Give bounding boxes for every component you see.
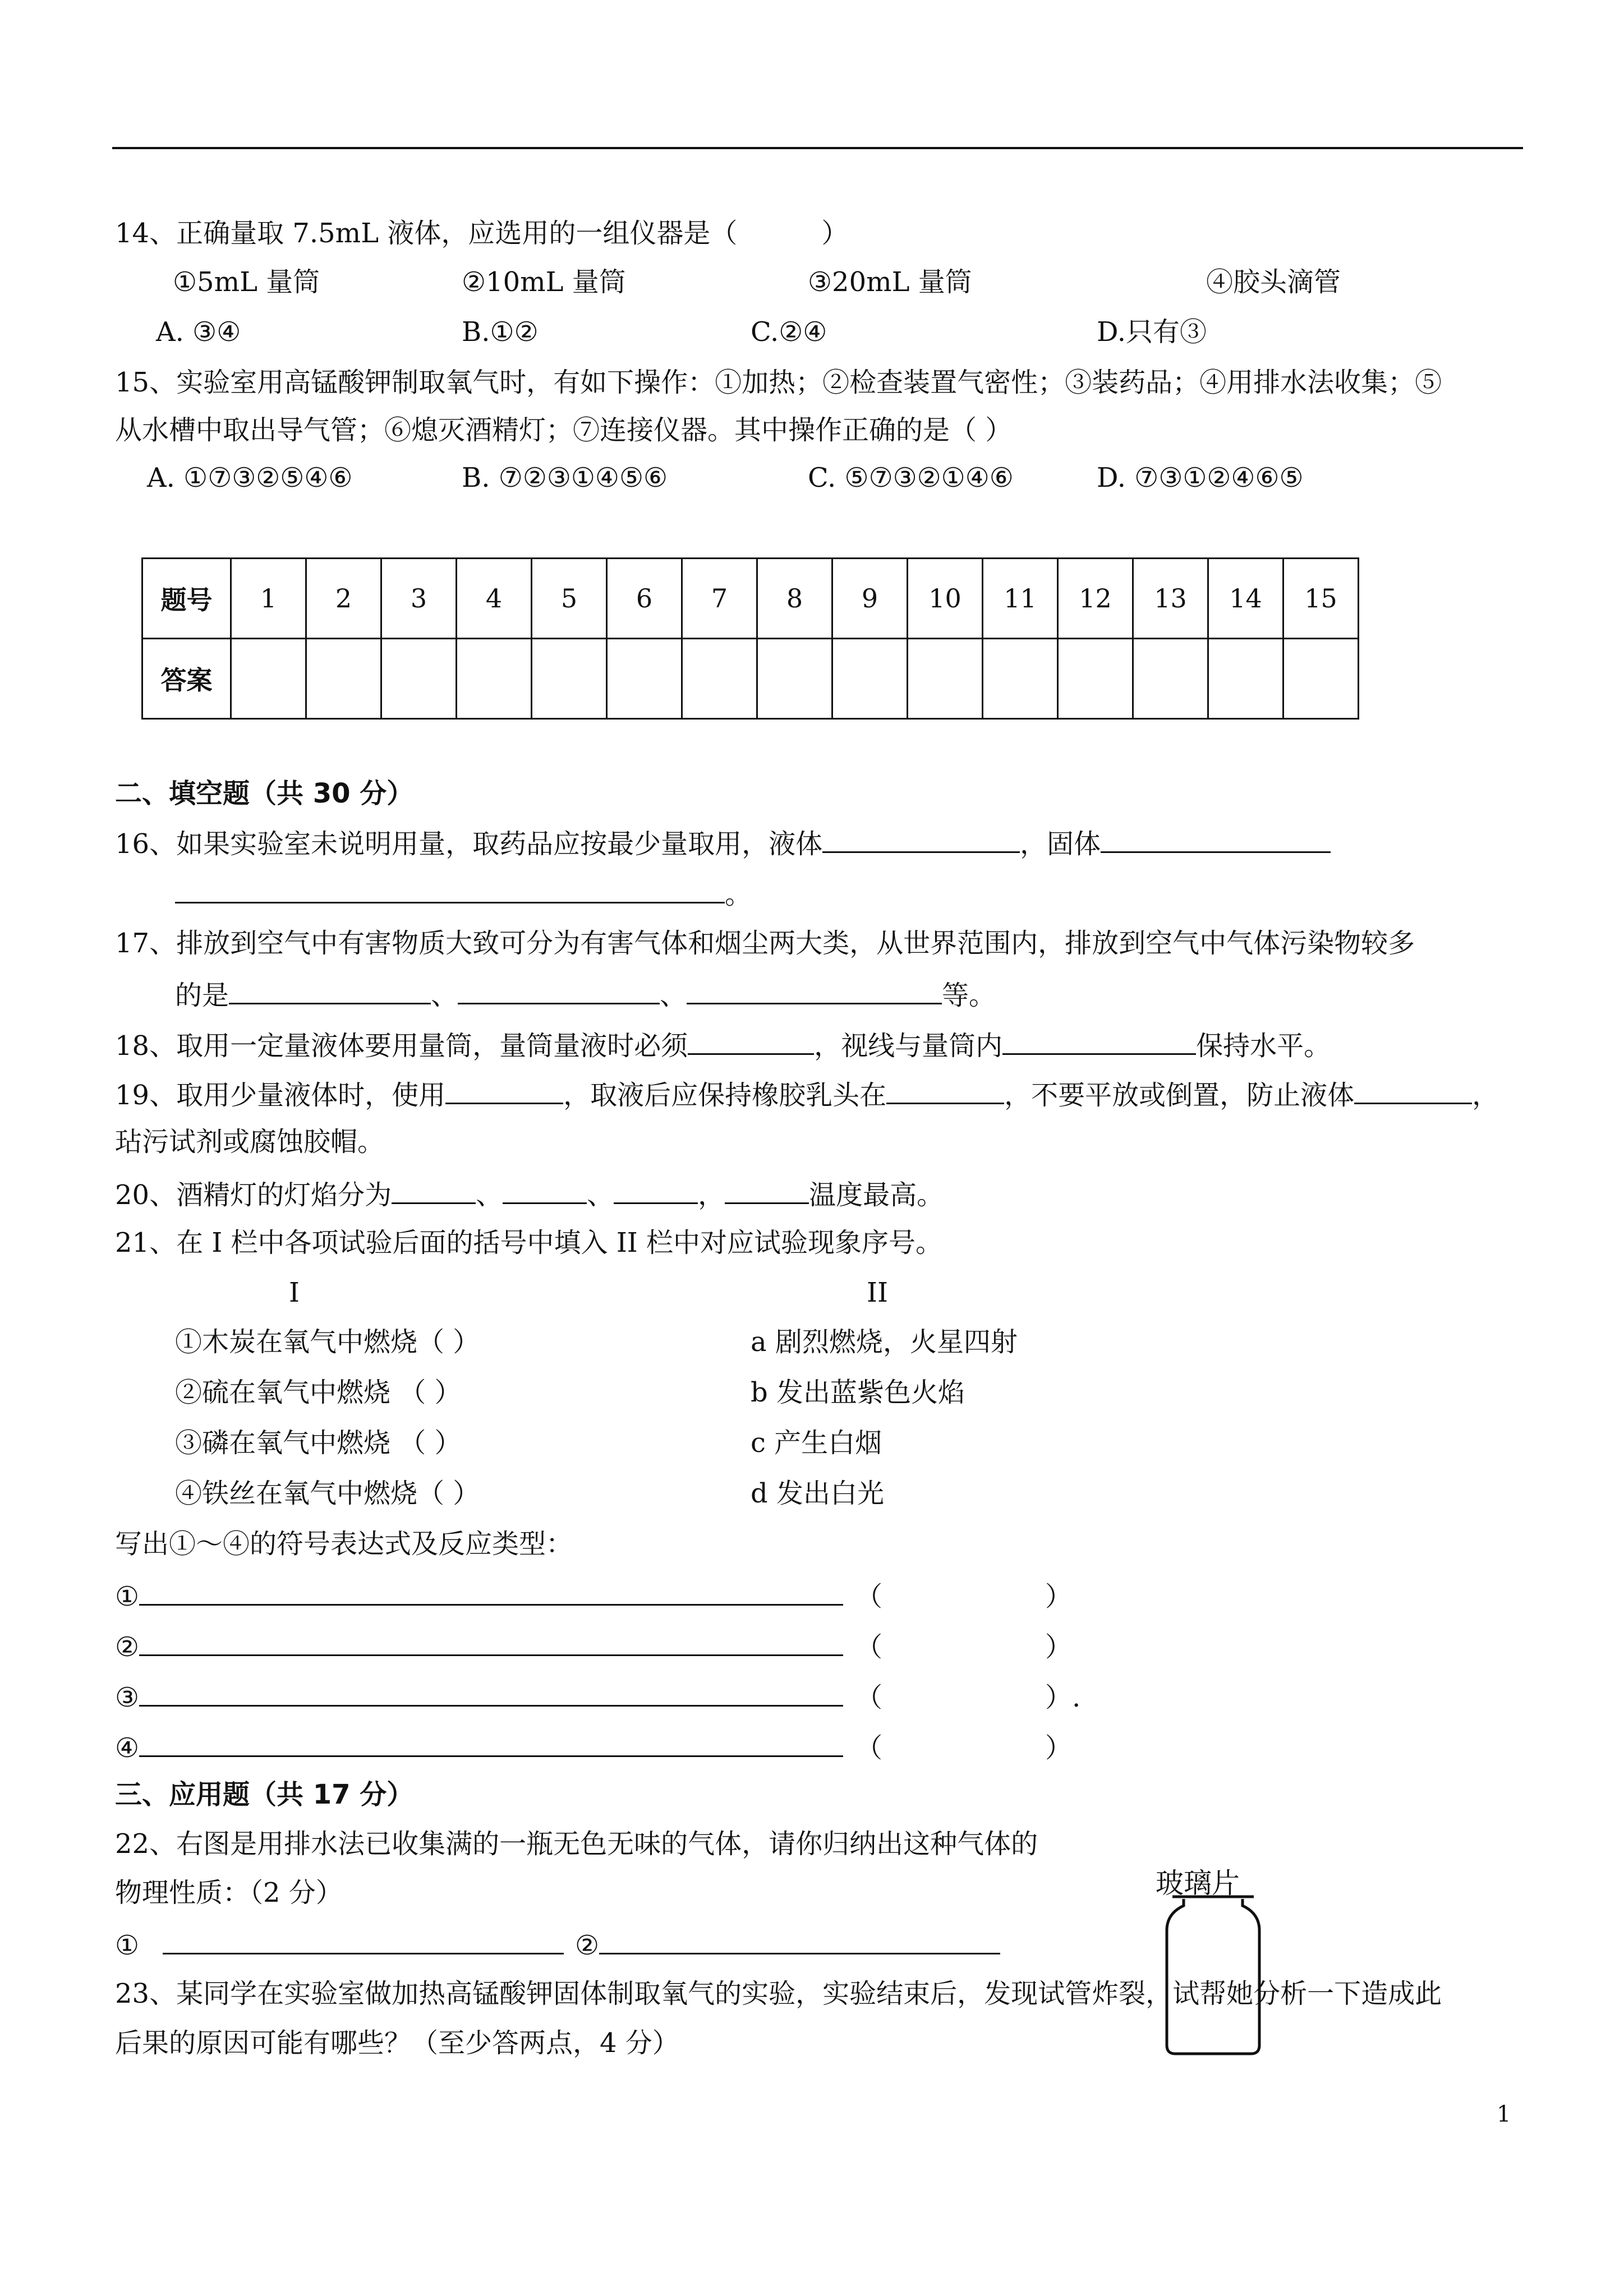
- q20-blank-2[interactable]: [503, 1175, 587, 1204]
- q23-line-2: 后果的原因可能有哪些？（至少答两点，4 分）: [115, 2027, 679, 2059]
- q21-equation-row-3: ③ （ ）.: [115, 1678, 1080, 1714]
- q17-blank-1[interactable]: [229, 976, 431, 1004]
- q14-option-2: ②10mL 量筒: [462, 266, 626, 298]
- table-number-cell: 5: [532, 559, 607, 639]
- table-number-cell: 8: [757, 559, 832, 639]
- q21-item-2: ②硫在氧气中燃烧 （ ）: [175, 1377, 462, 1408]
- q21-phenomenon-d: d 发出白光: [751, 1478, 884, 1509]
- q21-equation-blank-3[interactable]: [139, 1678, 843, 1707]
- table-number-cell: 11: [983, 559, 1058, 639]
- q23-line-1: 23、某同学在实验室做加热高锰酸钾固体制取氧气的实验，实验结束后，发现试管炸裂，试帮她分析一下造成此: [115, 1978, 1442, 2009]
- answer-cell[interactable]: [908, 639, 983, 719]
- answer-table-answer-row: [142, 639, 1359, 719]
- q17-line-1: 17、排放到空气中有害物质大致可分为有害气体和烟尘两大类，从世界范围内，排放到空气中气体污染物较多: [115, 928, 1415, 959]
- q14-choice-c: C.②④: [751, 316, 827, 348]
- answer-cell[interactable]: [1058, 639, 1133, 719]
- q21-equation-row-2: ② （ ）: [115, 1628, 1072, 1664]
- answer-cell[interactable]: [1283, 639, 1359, 719]
- table-number-cell: 15: [1283, 559, 1359, 639]
- q21-item-3: ③磷在氧气中燃烧 （ ）: [175, 1427, 462, 1459]
- q14-choice-b: B.①②: [462, 316, 539, 348]
- q14-option-1: ①5mL 量筒: [173, 266, 320, 298]
- table-number-cell: 14: [1208, 559, 1283, 639]
- table-number-cell: 12: [1058, 559, 1133, 639]
- q17-blank-2[interactable]: [458, 976, 660, 1004]
- q20-blank-4[interactable]: [725, 1175, 809, 1204]
- q21-phenomenon-a: a 剧烈燃烧，火星四射: [751, 1326, 1018, 1358]
- q19-line-1: 19、取用少量液体时，使用 ，取液后应保持橡胶乳头在 ，不要平放或倒置，防止液体 ，: [115, 1076, 1499, 1112]
- answer-cell[interactable]: [983, 639, 1058, 719]
- q21-phenomenon-b: b 发出蓝紫色火焰: [751, 1377, 965, 1408]
- q21-equation-blank-1[interactable]: [139, 1577, 843, 1606]
- q21-column-1-header: I: [289, 1277, 300, 1308]
- q14-option-3: ③20mL 量筒: [808, 266, 972, 298]
- table-number-cell: 7: [682, 559, 757, 639]
- answer-table-number-row: [142, 559, 1359, 639]
- q21-item-1: ①木炭在氧气中燃烧（ ）: [175, 1326, 480, 1358]
- answer-table: [141, 557, 1359, 720]
- q19-line-2: 玷污试剂或腐蚀胶帽。: [115, 1126, 385, 1158]
- q15-line-2: 从水槽中取出导气管；⑥熄灭酒精灯；⑦连接仪器。其中操作正确的是（ ）: [115, 414, 1013, 446]
- answer-cell[interactable]: [682, 639, 757, 719]
- q21-equation-row-4: ④ （ ）: [115, 1728, 1072, 1765]
- table-number-cell: 2: [306, 559, 381, 639]
- q20-blank-3[interactable]: [614, 1175, 698, 1204]
- q15-choice-a: A. ①⑦③②⑤④⑥: [147, 462, 353, 494]
- q16-blank-liquid[interactable]: [822, 824, 1020, 853]
- answer-cell[interactable]: [532, 639, 607, 719]
- q21-stem: 21、在 I 栏中各项试验后面的括号中填入 II 栏中对应试验现象序号。: [115, 1227, 942, 1258]
- answer-cell[interactable]: [381, 639, 457, 719]
- table-number-cell: 10: [908, 559, 983, 639]
- q21-write-instruction: 写出①～④的符号表达式及反应类型：: [115, 1528, 573, 1560]
- table-number-cell: 3: [381, 559, 457, 639]
- q22-line-1: 22、右图是用排水法已收集满的一瓶无色无味的气体，请你归纳出这种气体的: [115, 1828, 1038, 1860]
- answer-cell[interactable]: [457, 639, 532, 719]
- table-number-cell: 4: [457, 559, 532, 639]
- q17-line-2: 的是 、 、 等。: [175, 976, 996, 1012]
- table-number-cell: 1: [231, 559, 306, 639]
- q21-equation-row-1: ① （ ）: [115, 1577, 1072, 1613]
- q19-blank-3[interactable]: [1354, 1076, 1472, 1104]
- header-rule: [112, 147, 1523, 149]
- answer-cell[interactable]: [607, 639, 682, 719]
- q21-equation-blank-2[interactable]: [139, 1628, 843, 1656]
- section-3-title: 三、应用题（共 17 分）: [115, 1779, 414, 1810]
- q14-choice-d: D.只有③: [1097, 316, 1207, 348]
- table-header-answer: 答案: [142, 639, 231, 719]
- q21-equation-blank-4[interactable]: [139, 1728, 843, 1757]
- table-header-number: 题号: [142, 559, 231, 639]
- answer-cell[interactable]: [832, 639, 908, 719]
- q16-blank-solid-continued[interactable]: [175, 875, 725, 903]
- q20-line: 20、酒精灯的灯焰分为 、 、 ， 温度最高。: [115, 1175, 944, 1212]
- q21-column-2-header: II: [867, 1277, 888, 1308]
- q22-blank-2[interactable]: [599, 1926, 1000, 1954]
- q14-stem: 14、正确量取 7.5mL 液体，应选用的一组仪器是（ ）: [115, 218, 849, 249]
- table-number-cell: 6: [607, 559, 682, 639]
- section-2-title: 二、填空题（共 30 分）: [115, 778, 414, 809]
- q21-item-4: ④铁丝在氧气中燃烧（ ）: [175, 1478, 480, 1509]
- q18-line: 18、取用一定量液体要用量筒，量筒量液时必须 ，视线与量筒内 保持水平。: [115, 1026, 1331, 1063]
- q16-line-2: 。: [175, 875, 752, 911]
- q16-line-1: 16、如果实验室未说明用量，取药品应按最少量取用，液体 ，固体: [115, 824, 1331, 861]
- q19-blank-1[interactable]: [445, 1076, 563, 1104]
- gas-collection-jar-icon: [1144, 1891, 1279, 2059]
- glass-plate-label: 玻璃片: [1156, 1867, 1240, 1899]
- q15-choice-d: D. ⑦③①②④⑥⑤: [1097, 462, 1304, 494]
- q18-blank-1[interactable]: [688, 1026, 814, 1055]
- q17-blank-3[interactable]: [687, 976, 942, 1004]
- answer-cell[interactable]: [306, 639, 381, 719]
- q20-blank-1[interactable]: [392, 1175, 476, 1204]
- q15-line-1: 15、实验室用高锰酸钾制取氧气时，有如下操作：①加热；②检查装置气密性；③装药品；④用排水法收集；⑤: [115, 367, 1442, 398]
- answer-cell[interactable]: [757, 639, 832, 719]
- answer-cell[interactable]: [1133, 639, 1208, 719]
- answer-cell[interactable]: [1208, 639, 1283, 719]
- q18-blank-2[interactable]: [1002, 1026, 1196, 1055]
- q21-phenomenon-c: c 产生白烟: [751, 1427, 882, 1459]
- q22-answer-row: ① ②: [115, 1926, 1000, 1962]
- q15-choice-c: C. ⑤⑦③②①④⑥: [808, 462, 1014, 494]
- page-number: 1: [1497, 2101, 1511, 2127]
- q14-option-4: ④胶头滴管: [1206, 266, 1341, 298]
- q16-blank-solid[interactable]: [1101, 824, 1331, 853]
- q22-line-2: 物理性质：（2 分）: [115, 1877, 343, 1908]
- q14-choice-a: A. ③④: [156, 316, 241, 348]
- table-number-cell: 13: [1133, 559, 1208, 639]
- q19-blank-2[interactable]: [886, 1076, 1004, 1104]
- q15-choice-b: B. ⑦②③①④⑤⑥: [462, 462, 668, 494]
- answer-cell[interactable]: [231, 639, 306, 719]
- q22-blank-1[interactable]: [163, 1926, 564, 1954]
- table-number-cell: 9: [832, 559, 908, 639]
